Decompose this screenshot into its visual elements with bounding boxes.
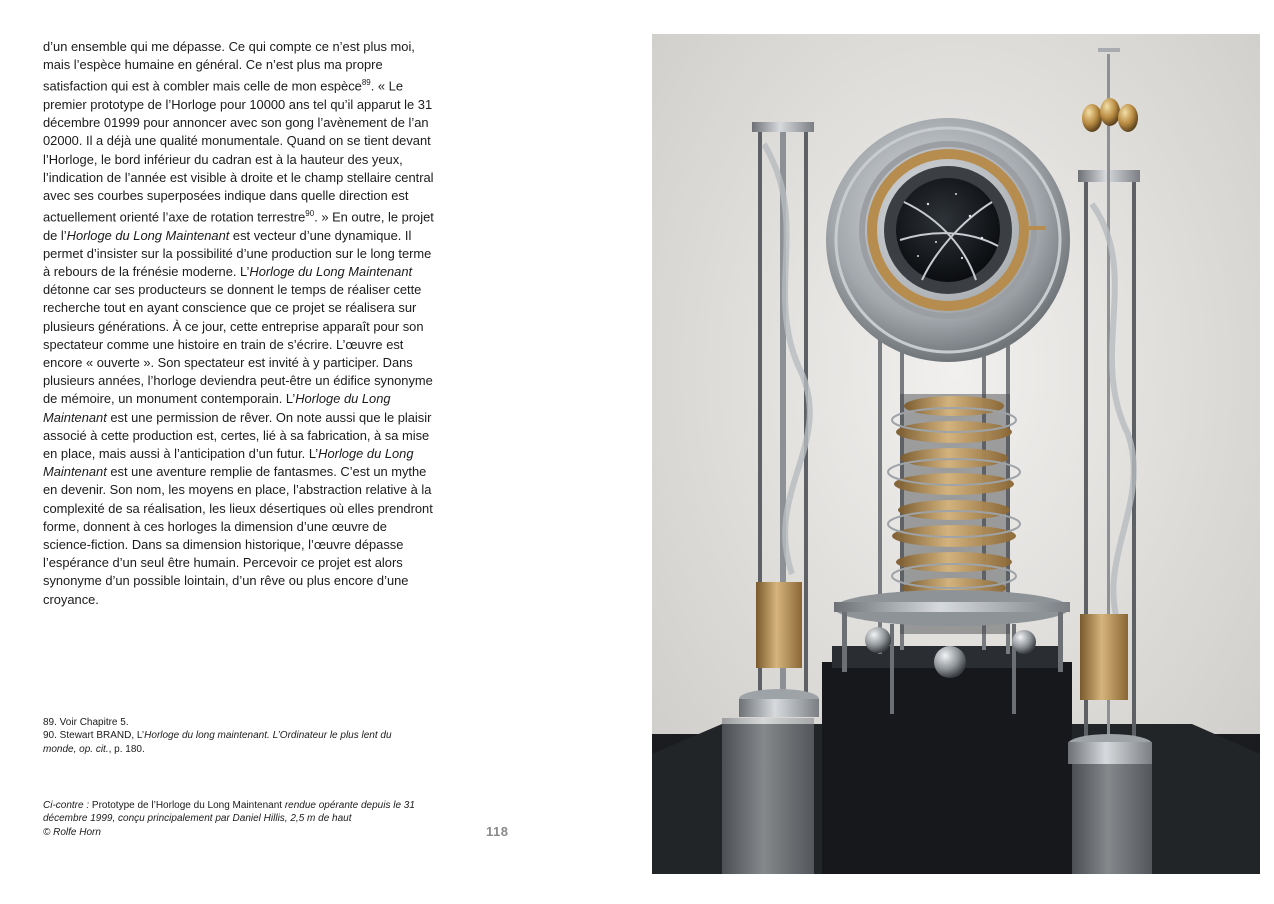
- footnote-89: 89. Voir Chapitre 5.: [43, 717, 129, 728]
- page-number: 118: [486, 824, 509, 839]
- photo-credit: © Rolfe Horn: [43, 826, 101, 838]
- clock-illustration: [652, 34, 1260, 874]
- italic-title: Horloge du Long Maintenant: [249, 264, 413, 280]
- footnote-90: 90. Stewart BRAND, L’Horloge du long maintenant. L’Ordinateur le plus lent du monde, op. cit., p. 180.: [43, 730, 392, 755]
- body-text-column: [43, 38, 435, 609]
- body-paragraph: d’un ensemble qui me dépasse. Ce qui compte ce n’est plus moi, mais l’espèce humaine en général. Ce n’est plus ma propre satisfaction qui est à combler mais celle de mon espèce$^{89}$. « Le premier prototype de l’Horloge pour 10000 ans tel qu’il apparut le 31 décembre 01999 pour annoncer avec son gong l’avènement de l’an 02000. Il a déjà une qualité monumentale. Quand on se tient devant l’Horloge, le bord inférieur du cadran est à la hauteur des yeux, l’indication de l’année est visible à droite et le champ stellaire central avec ses courbes superposées indique dans quelle direction est actuellement orienté l’axe de rotation terrestre$^{90}$. » En outre, le projet de l’Horloge du Long Maintenant est vecteur d’une dynamique. Il permet d’insister sur la possibilité d’une production sur le long terme à rebours de la frénésie moderne. L’Horloge du Long Maintenant détonne car ses producteurs se donnent le temps de réaliser cette recherche tout en ayant conscience que ce projet se réalisera sur plusieurs générations. À ce jour, cette entreprise apparaît pour son spectateur comme une histoire en train de s’écrire. L’œuvre est encore « ouverte ». Son spectateur est invité à y participer. Dans plusieurs années, l’horloge deviendra peut-être un édifice synonyme de mémoire, un monument contemporain. L’Horloge du Long Maintenant est une permission de rêver. On note aussi que le plaisir associé à cette production est, certes, lié à sa fabrication, à sa mise en place, mais aussi à l’anticipation d’un futur. L’Horloge du Long Maintenant est une aventure remplie de fantasmes. C’est un mythe en devenir. Son nom, les moyens en place, l’abstraction relative à la complexité de sa réalisation, les lieux désertiques où elles prendront forme, donnent à ces horloges la dimension d’une œuvre de science-fiction. Dans sa dimension historique, l’œuvre dépasse l’espérance d’un seul être humain. Percevoir ce projet est alors synonyme d’un possible lointain, d’un rêve ou plus encore d’une croyance.: [43, 39, 434, 607]
- footnotes: [43, 716, 415, 756]
- italic-title: Horloge du Long Maintenant: [43, 446, 414, 480]
- italic-title: Horloge du Long Maintenant: [43, 391, 391, 425]
- footnote-ref-90[interactable]: 90: [305, 209, 315, 219]
- photo-caption: [43, 799, 435, 839]
- italic-title: Horloge du Long Maintenant: [66, 227, 230, 243]
- footnote-ref-89[interactable]: 89: [361, 78, 371, 88]
- caption-text: Ci-contre : Prototype de l’Horloge du Long Maintenant rendue opérante depuis le 31 décembre 1999, conçu principalement par Daniel Hillis, 2,5 m de haut: [43, 800, 415, 825]
- clock-photo: [652, 34, 1260, 874]
